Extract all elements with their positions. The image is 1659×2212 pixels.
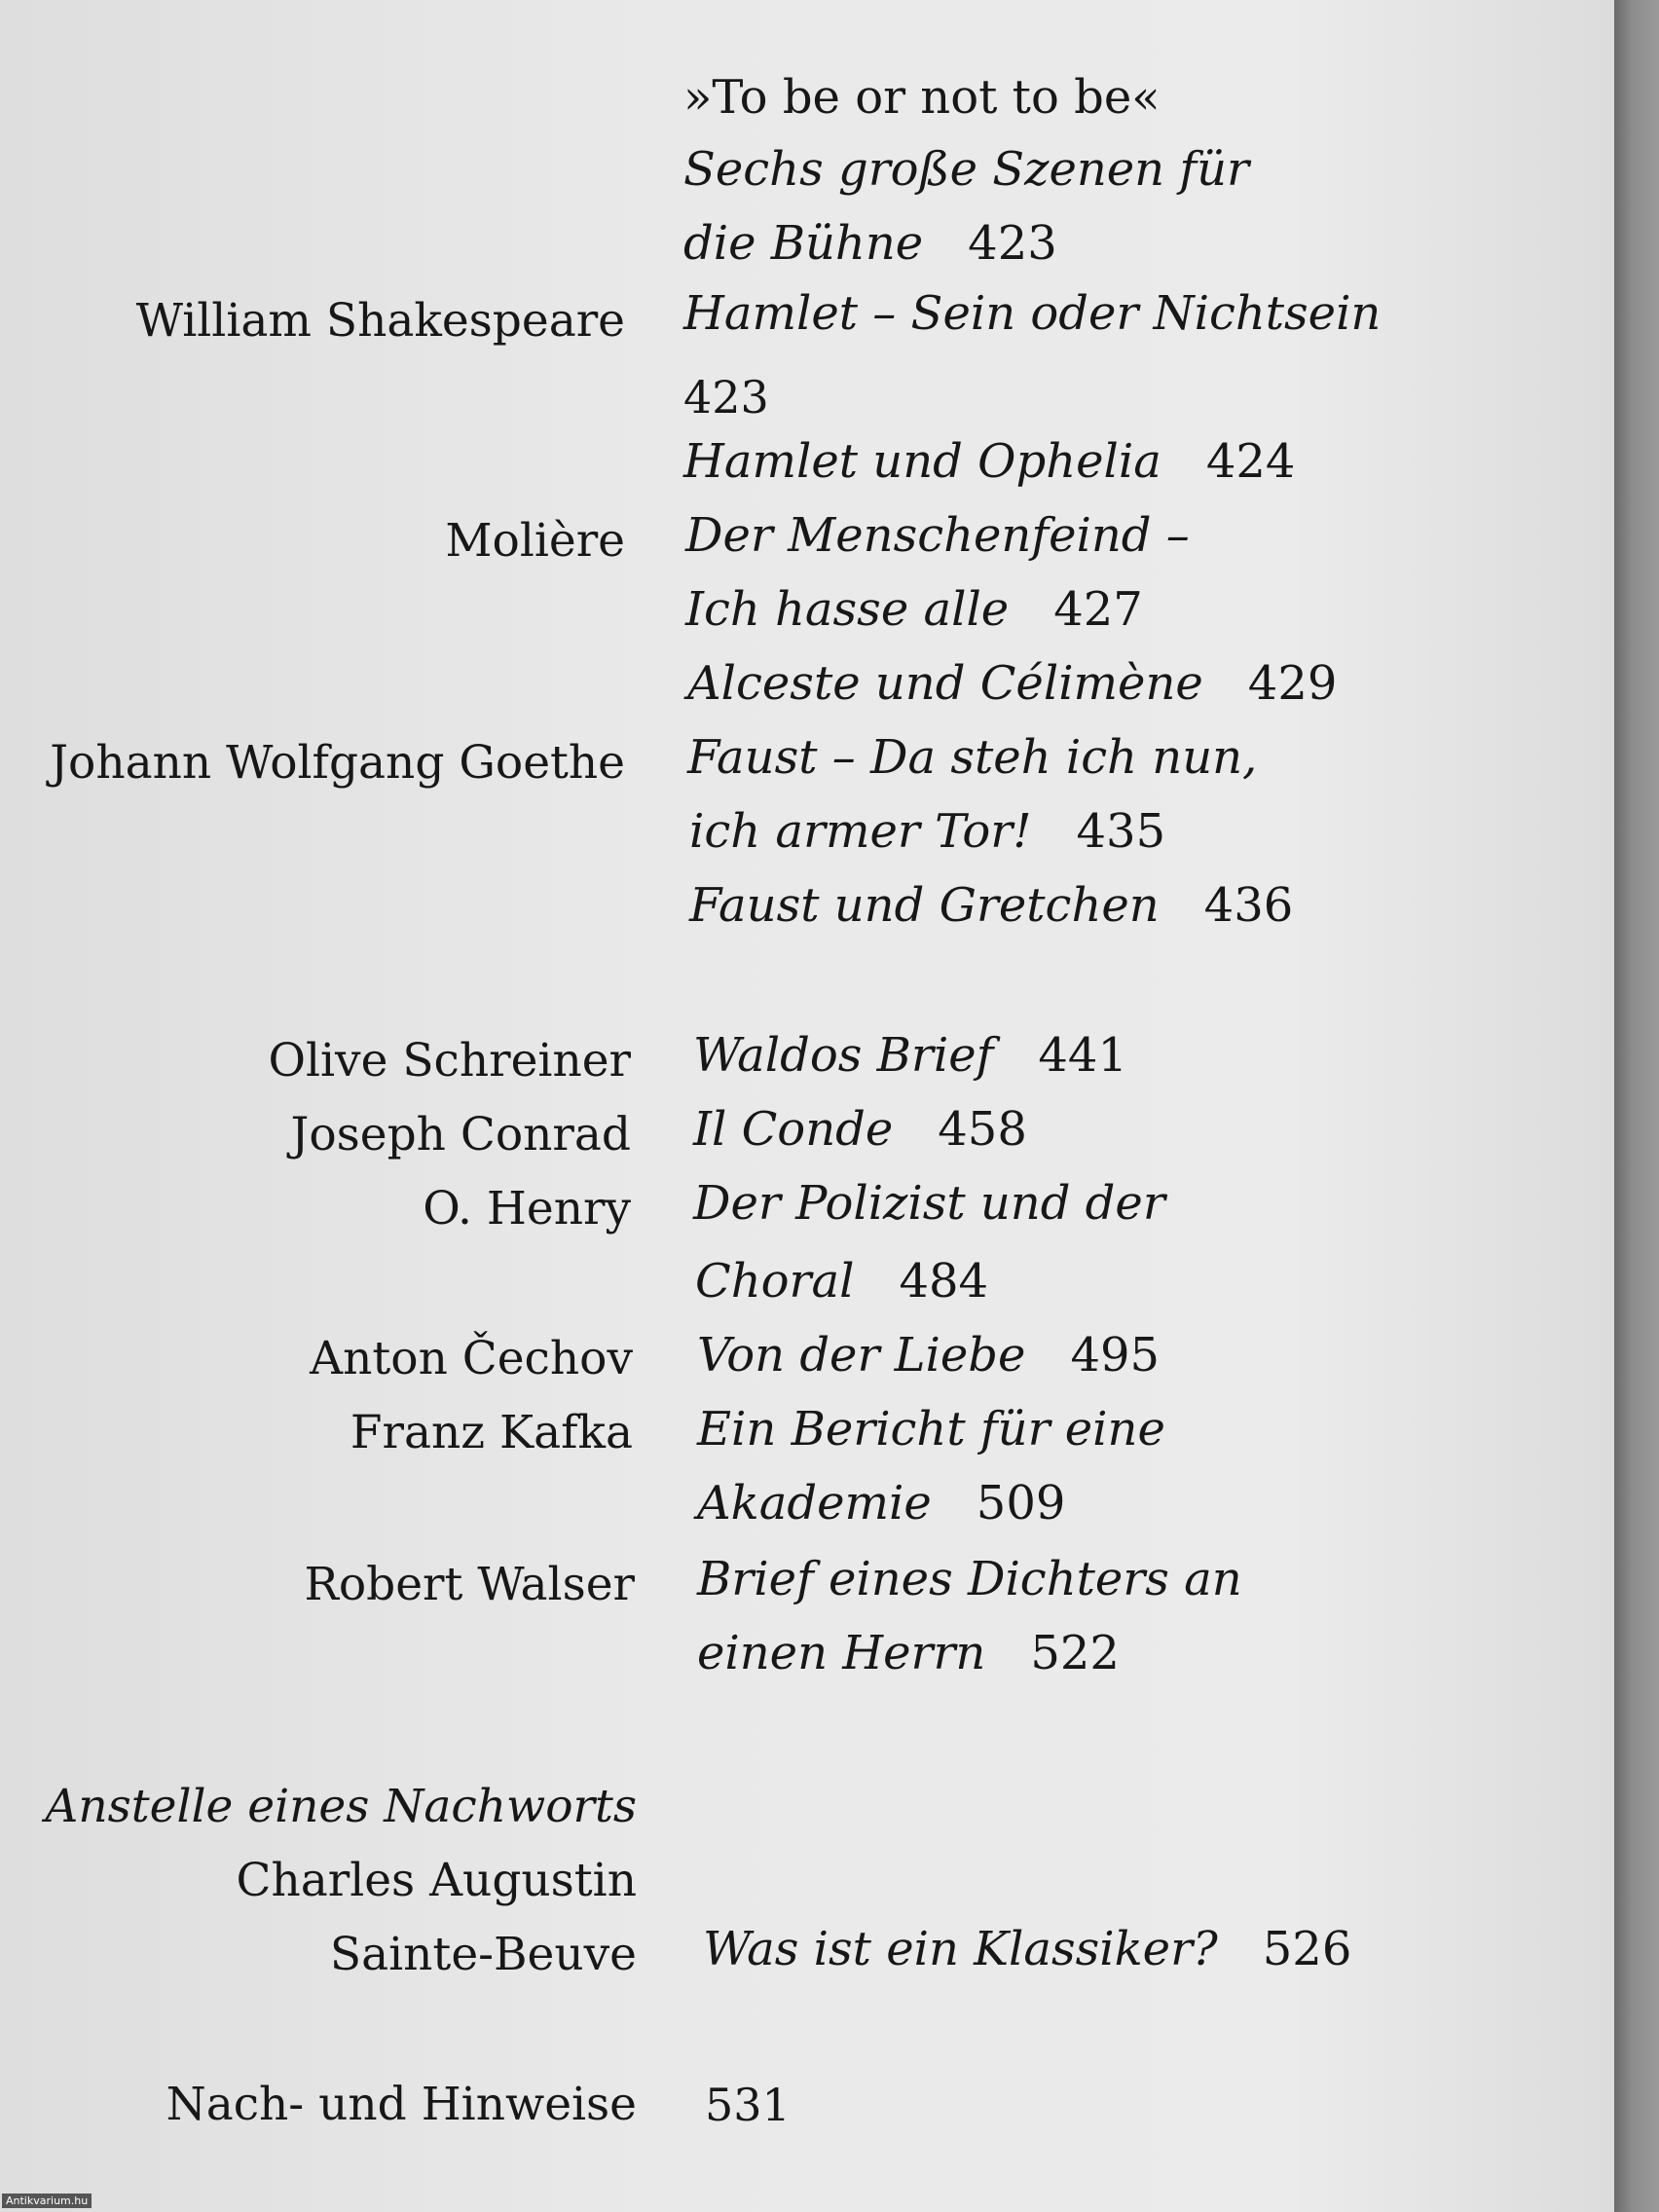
toc-title: Der Menschenfeind –	[685, 508, 1190, 563]
toc-section-heading: Anstelle eines Nachworts	[45, 1780, 637, 1833]
toc-title: Der Polizist und der	[693, 1176, 1165, 1231]
toc-title: Brief eines Dichters an	[697, 1552, 1242, 1606]
toc-author: Franz Kafka	[350, 1406, 633, 1459]
toc-title: Choral 484	[695, 1254, 989, 1309]
toc-author: Robert Walser	[304, 1558, 635, 1611]
toc-author: Anton Čechov	[310, 1332, 633, 1385]
toc-author: Charles Augustin	[236, 1854, 637, 1907]
toc-title: Sechs große Szenen für	[683, 142, 1249, 197]
toc-title: Was ist ein Klassiker? 526	[703, 1922, 1352, 1976]
watermark: Antikvarium.hu	[2, 2194, 92, 2208]
toc-title: Ein Bericht für eine	[697, 1402, 1165, 1456]
toc-author: O. Henry	[423, 1182, 631, 1235]
toc-page-number: 423	[683, 371, 769, 424]
toc-page-number: 526	[1262, 1922, 1352, 1976]
toc-title: Il Conde 458	[693, 1102, 1027, 1157]
toc-page-number: 429	[1247, 656, 1338, 711]
toc-title: »To be or not to be«	[683, 70, 1161, 125]
toc-page-number: 423	[968, 216, 1057, 271]
toc-page-number: 531	[705, 2079, 791, 2131]
toc-title: Waldos Brief 441	[693, 1028, 1128, 1083]
toc-title: Hamlet und Ophelia 424	[683, 434, 1296, 489]
toc-title: Akademie 509	[697, 1476, 1066, 1530]
toc-title: einen Herrn 522	[697, 1626, 1120, 1680]
toc-author: Molière	[445, 514, 625, 568]
toc-author: Johann Wolfgang Goethe	[50, 736, 625, 790]
toc-page-number: 484	[899, 1254, 989, 1309]
toc-author: William Shakespeare	[135, 294, 625, 348]
toc-author: Joseph Conrad	[290, 1108, 631, 1161]
toc-title: Hamlet – Sein oder Nichtsein	[683, 286, 1382, 341]
toc-title: die Bühne 423	[683, 216, 1057, 271]
toc-page-number: 509	[976, 1476, 1066, 1530]
toc-page-number: 458	[938, 1102, 1027, 1157]
toc-page-number: 427	[1053, 582, 1143, 637]
toc-section-heading: Nach- und Hinweise	[166, 2078, 637, 2131]
toc-title: Alceste und Célimène 429	[687, 656, 1338, 711]
toc-page-number: 436	[1203, 878, 1294, 933]
toc-title: Faust und Gretchen 436	[689, 878, 1294, 933]
toc-title: Faust – Da steh ich nun,	[687, 730, 1258, 785]
toc-author: Olive Schreiner	[268, 1034, 631, 1088]
toc-title: ich armer Tor! 435	[689, 804, 1166, 859]
toc-author: Sainte-Beuve	[329, 1928, 637, 1981]
page-edge	[1614, 0, 1659, 2212]
toc-page-number: 522	[1030, 1626, 1120, 1680]
toc-title: Ich hasse alle 427	[685, 582, 1143, 637]
toc-title: Von der Liebe 495	[697, 1328, 1161, 1382]
toc-page-number: 441	[1038, 1028, 1128, 1083]
toc-page-number: 435	[1076, 804, 1166, 859]
toc-page-number: 495	[1070, 1328, 1161, 1382]
toc-page-number: 424	[1205, 434, 1296, 489]
